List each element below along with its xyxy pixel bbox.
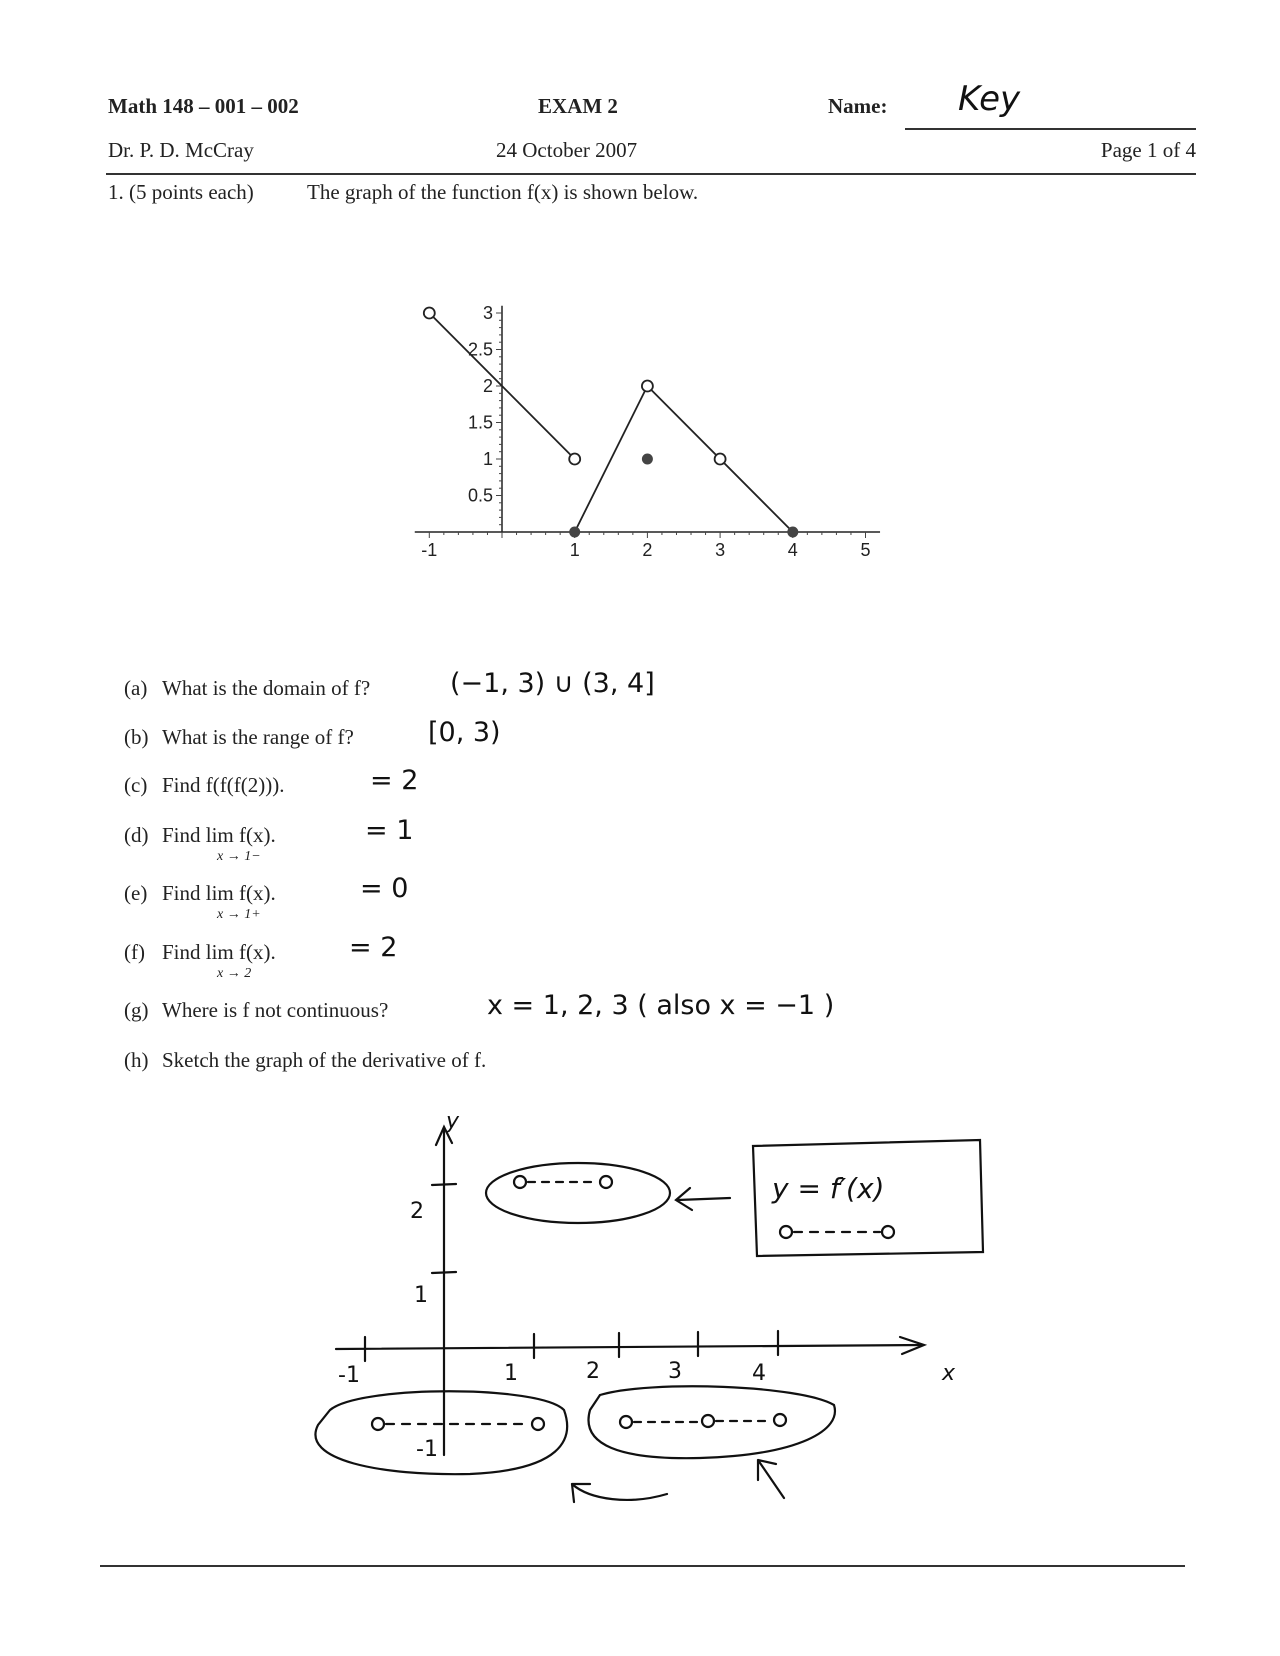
closed-point	[787, 527, 798, 538]
limit-subscript: x → 1+	[217, 907, 261, 922]
function-graph	[415, 303, 880, 560]
sketch-tick	[432, 1272, 456, 1273]
open-point	[372, 1418, 384, 1430]
name-label: Name:	[828, 94, 888, 118]
question-text: Sketch the graph of the derivative of f.	[162, 1048, 487, 1072]
x-tick-label: 1	[569, 540, 580, 560]
x-tick-label: 4	[787, 540, 798, 560]
sketch-x-tick-label: 4	[752, 1361, 766, 1386]
open-point	[532, 1418, 544, 1430]
question-text: What is the range of f?	[162, 725, 354, 749]
exam-date: 24 October 2007	[496, 138, 638, 162]
sketch-labels	[338, 1109, 956, 1462]
x-tick-label: 3	[715, 540, 726, 560]
x-tick-label: 5	[860, 540, 871, 560]
highlight-oval	[588, 1386, 834, 1458]
sketch-tick	[432, 1184, 456, 1185]
answer-handwritten: [0, 3)	[428, 717, 501, 748]
limit-subscript: x → 2	[217, 966, 252, 981]
open-point	[514, 1176, 526, 1188]
question-text: Find f(f(f(2))).	[162, 773, 285, 797]
question-label: (d)	[124, 823, 149, 847]
instructor: Dr. P. D. McCray	[108, 138, 254, 162]
open-point	[569, 454, 580, 465]
legend-open-point	[780, 1226, 792, 1238]
y-tick-label: 1	[482, 449, 493, 469]
y-tick-label: 2	[482, 376, 493, 396]
question-label: (a)	[124, 676, 148, 700]
sketch-x-label: x	[942, 1361, 956, 1386]
open-point	[600, 1176, 612, 1188]
y-tick-label: 2.5	[467, 339, 493, 360]
open-point	[774, 1414, 786, 1426]
problem-prompt: The graph of the function f(x) is shown below.	[307, 180, 699, 204]
legend-open-point	[882, 1226, 894, 1238]
open-point	[702, 1415, 714, 1427]
sketch-y-label: y	[446, 1109, 460, 1134]
question-label: (f)	[124, 940, 145, 964]
sketch-x-tick-label: 1	[504, 1361, 518, 1386]
question-label: (b)	[124, 725, 149, 749]
question-label: (h)	[124, 1048, 149, 1072]
answer-handwritten: = 0	[360, 873, 409, 904]
exam-title: EXAM 2	[538, 94, 618, 118]
answer-handwritten: = 1	[365, 815, 414, 846]
curved-arrow-icon	[572, 1484, 667, 1502]
x-tick-label: 2	[642, 540, 653, 560]
y-tick-label: 1.5	[467, 412, 493, 433]
y-tick-label: 3	[482, 303, 493, 323]
closed-point	[569, 527, 580, 538]
limit-subscript: x → 1−	[217, 849, 261, 864]
answer-handwritten: (−1, 3) ∪ (3, 4]	[450, 668, 655, 699]
answer-handwritten: = 2	[349, 932, 398, 963]
question-text: Find lim f(x).	[162, 881, 276, 905]
footer-rule	[100, 1565, 1185, 1567]
arrow-up-left-icon	[758, 1460, 784, 1498]
question-text: What is the domain of f?	[162, 676, 371, 700]
question-label: (g)	[124, 998, 149, 1022]
course-title: Math 148 – 001 – 002	[108, 94, 299, 118]
sketch-x-tick-label: -1	[338, 1363, 360, 1388]
sketch-y-tick-label: 2	[410, 1199, 424, 1224]
page-number: Page 1 of 4	[1100, 138, 1196, 162]
question-label: (c)	[124, 773, 148, 797]
name-value: Key	[958, 79, 1021, 119]
sketch-x-tick-label: 3	[668, 1359, 682, 1384]
y-tick-label: 0.5	[467, 485, 493, 506]
arrow-left-icon	[676, 1188, 730, 1210]
sketch-x-tick-label: 2	[586, 1359, 600, 1384]
graph-segment	[575, 386, 793, 532]
answer-handwritten: = 2	[370, 765, 419, 796]
x-tick-label: -1	[421, 540, 438, 560]
highlight-oval	[486, 1163, 670, 1223]
sketch-x-axis	[336, 1345, 922, 1349]
sketch-neg-label: -1	[416, 1437, 438, 1462]
legend-title: y = f′(x)	[772, 1172, 885, 1205]
closed-point	[642, 454, 653, 465]
open-point	[424, 308, 435, 319]
question-label: (e)	[124, 881, 148, 905]
sketch-y-tick-label: 1	[414, 1283, 428, 1308]
answer-handwritten: x = 1, 2, 3 ( also x = −1 )	[487, 990, 835, 1021]
problem-number: 1. (5 points each)	[108, 180, 254, 204]
open-point	[620, 1416, 632, 1428]
question-text: Find lim f(x).	[162, 940, 276, 964]
highlight-oval	[315, 1391, 567, 1474]
open-point	[715, 454, 726, 465]
open-point	[642, 381, 653, 392]
question-text: Where is f not continuous?	[162, 998, 389, 1022]
question-text: Find lim f(x).	[162, 823, 276, 847]
